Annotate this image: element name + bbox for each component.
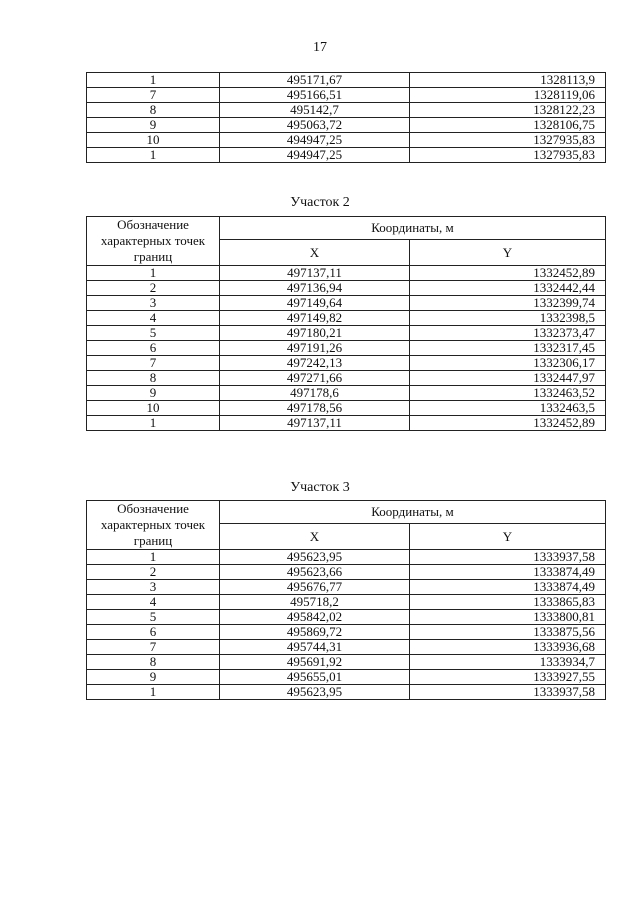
point-number-cell: 1 (87, 685, 220, 700)
x-coordinate-cell: 497180,21 (220, 326, 410, 341)
x-coordinate-cell: 495869,72 (220, 625, 410, 640)
y-coordinate-cell: 1327935,83 (410, 133, 606, 148)
x-coordinate-cell: 495676,77 (220, 580, 410, 595)
y-coordinate-cell: 1333874,49 (410, 565, 606, 580)
y-coordinate-cell: 1332399,74 (410, 296, 606, 311)
table-body (87, 550, 606, 700)
table-row (87, 685, 606, 700)
table-row (87, 281, 606, 296)
x-coordinate-cell: 497149,82 (220, 311, 410, 326)
coordinates-table-section-2 (86, 216, 606, 431)
table-row (87, 356, 606, 371)
table-row (87, 550, 606, 565)
x-coordinate-cell: 495171,67 (220, 73, 410, 88)
x-coordinate-cell: 494947,25 (220, 148, 410, 163)
y-coordinate-cell: 1333937,58 (410, 685, 606, 700)
point-number-cell: 6 (87, 625, 220, 640)
section-title-3: Участок 3 (290, 480, 350, 495)
table-row (87, 266, 606, 281)
y-coordinate-cell: 1333934,7 (410, 655, 606, 670)
y-coordinate-cell: 1333800,81 (410, 610, 606, 625)
x-coordinate-cell: 495655,01 (220, 670, 410, 685)
point-number-cell: 4 (87, 595, 220, 610)
x-coordinate-cell: 495718,2 (220, 595, 410, 610)
header-point-label: Обозначение характерных точек границ (87, 217, 220, 266)
point-number-cell: 10 (87, 133, 220, 148)
x-coordinate-cell: 497178,56 (220, 401, 410, 416)
y-coordinate-cell: 1332463,52 (410, 386, 606, 401)
x-coordinate-cell: 497149,64 (220, 296, 410, 311)
point-number-cell: 2 (87, 281, 220, 296)
y-coordinate-cell: 1333936,68 (410, 640, 606, 655)
table-row (87, 401, 606, 416)
x-coordinate-cell: 497242,13 (220, 356, 410, 371)
y-coordinate-cell: 1332452,89 (410, 416, 606, 431)
table-row (87, 565, 606, 580)
table-row (87, 326, 606, 341)
x-coordinate-cell: 495842,02 (220, 610, 410, 625)
table-body (87, 73, 606, 163)
point-number-cell: 6 (87, 341, 220, 356)
point-number-cell: 7 (87, 88, 220, 103)
y-coordinate-cell: 1328106,75 (410, 118, 606, 133)
table-row (87, 73, 606, 88)
point-number-cell: 3 (87, 296, 220, 311)
y-coordinate-cell: 1332306,17 (410, 356, 606, 371)
y-coordinate-cell: 1332463,5 (410, 401, 606, 416)
point-number-cell: 8 (87, 371, 220, 386)
y-coordinate-cell: 1332317,45 (410, 341, 606, 356)
point-number-cell: 7 (87, 640, 220, 655)
table-row (87, 148, 606, 163)
table-row (87, 88, 606, 103)
y-coordinate-cell: 1332398,5 (410, 311, 606, 326)
x-coordinate-cell: 495623,95 (220, 685, 410, 700)
table-row (87, 670, 606, 685)
table-row (87, 118, 606, 133)
point-number-cell: 2 (87, 565, 220, 580)
x-coordinate-cell: 494947,25 (220, 133, 410, 148)
y-coordinate-cell: 1328122,23 (410, 103, 606, 118)
page-number: 17 (313, 40, 327, 55)
table-row (87, 610, 606, 625)
x-coordinate-cell: 495063,72 (220, 118, 410, 133)
point-number-cell: 1 (87, 73, 220, 88)
header-point-label: Обозначение характерных точек границ (87, 501, 220, 550)
point-number-cell: 9 (87, 386, 220, 401)
table-row (87, 103, 606, 118)
header-y: Y (410, 240, 606, 266)
y-coordinate-cell: 1333874,49 (410, 580, 606, 595)
y-coordinate-cell: 1332442,44 (410, 281, 606, 296)
table-body (87, 266, 606, 431)
y-coordinate-cell: 1333927,55 (410, 670, 606, 685)
point-number-cell: 1 (87, 550, 220, 565)
table-row (87, 386, 606, 401)
table-row (87, 595, 606, 610)
point-number-cell: 9 (87, 118, 220, 133)
point-number-cell: 1 (87, 266, 220, 281)
y-coordinate-cell: 1328119,06 (410, 88, 606, 103)
x-coordinate-cell: 497191,26 (220, 341, 410, 356)
header-x: X (220, 240, 410, 266)
x-coordinate-cell: 497271,66 (220, 371, 410, 386)
point-number-cell: 9 (87, 670, 220, 685)
point-number-cell: 1 (87, 416, 220, 431)
x-coordinate-cell: 495623,95 (220, 550, 410, 565)
point-number-cell: 10 (87, 401, 220, 416)
header-coordinates: Координаты, м (220, 217, 606, 240)
x-coordinate-cell: 495623,66 (220, 565, 410, 580)
point-number-cell: 7 (87, 356, 220, 371)
table-row (87, 416, 606, 431)
coordinates-table-continued (86, 72, 606, 163)
y-coordinate-cell: 1332373,47 (410, 326, 606, 341)
table-row (87, 311, 606, 326)
point-number-cell: 5 (87, 610, 220, 625)
y-coordinate-cell: 1328113,9 (410, 73, 606, 88)
point-number-cell: 1 (87, 148, 220, 163)
table-row (87, 371, 606, 386)
point-number-cell: 8 (87, 655, 220, 670)
table-row (87, 655, 606, 670)
x-coordinate-cell: 495166,51 (220, 88, 410, 103)
x-coordinate-cell: 497137,11 (220, 416, 410, 431)
x-coordinate-cell: 497136,94 (220, 281, 410, 296)
table-row (87, 296, 606, 311)
x-coordinate-cell: 495142,7 (220, 103, 410, 118)
section-title-2: Участок 2 (290, 195, 350, 210)
x-coordinate-cell: 497137,11 (220, 266, 410, 281)
y-coordinate-cell: 1332447,97 (410, 371, 606, 386)
x-coordinate-cell: 495744,31 (220, 640, 410, 655)
y-coordinate-cell: 1332452,89 (410, 266, 606, 281)
point-number-cell: 4 (87, 311, 220, 326)
table-row (87, 640, 606, 655)
header-coordinates: Координаты, м (220, 501, 606, 524)
x-coordinate-cell: 495691,92 (220, 655, 410, 670)
table-row (87, 580, 606, 595)
y-coordinate-cell: 1333937,58 (410, 550, 606, 565)
table-row (87, 341, 606, 356)
x-coordinate-cell: 497178,6 (220, 386, 410, 401)
y-coordinate-cell: 1327935,83 (410, 148, 606, 163)
point-number-cell: 8 (87, 103, 220, 118)
header-y: Y (410, 524, 606, 550)
table-row (87, 625, 606, 640)
coordinates-table-section-3 (86, 500, 606, 700)
y-coordinate-cell: 1333875,56 (410, 625, 606, 640)
point-number-cell: 3 (87, 580, 220, 595)
header-x: X (220, 524, 410, 550)
point-number-cell: 5 (87, 326, 220, 341)
table-row (87, 133, 606, 148)
y-coordinate-cell: 1333865,83 (410, 595, 606, 610)
